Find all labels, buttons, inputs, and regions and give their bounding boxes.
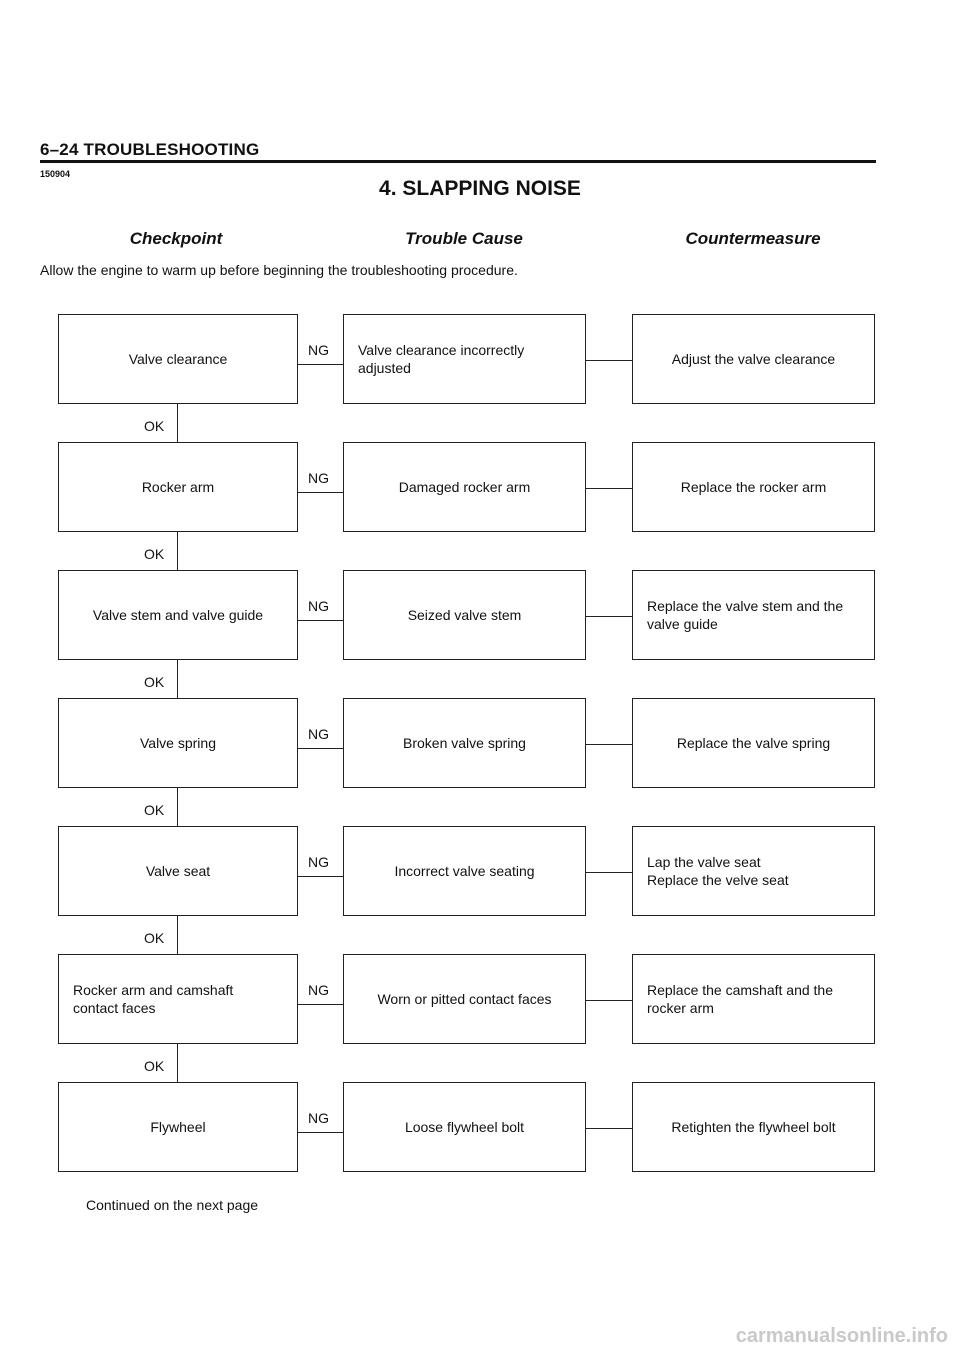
cause-box-label: Damaged rocker arm	[398, 479, 531, 495]
countermeasure-connector	[586, 360, 632, 361]
page-title: 4. SLAPPING NOISE	[379, 177, 581, 200]
checkpoint-box	[58, 954, 298, 1044]
ng-label: NG	[308, 726, 329, 742]
ok-connector	[177, 916, 178, 954]
cause-box-label: Incorrect valve seating	[394, 863, 535, 879]
ok-label: OK	[144, 418, 165, 434]
section-title: 6–24 TROUBLESHOOTING	[40, 140, 260, 159]
cause-box	[343, 954, 586, 1044]
ng-connector	[298, 492, 343, 493]
ng-label: NG	[308, 982, 329, 998]
cause-box	[343, 1082, 586, 1172]
countermeasure-connector	[586, 616, 632, 617]
intro-note: Allow the engine to warm up before beginning the troubleshooting procedure.	[40, 262, 518, 278]
ng-connector	[298, 620, 343, 621]
ok-label: OK	[144, 802, 165, 818]
countermeasure-box-label: Replace the rocker arm	[680, 479, 827, 495]
countermeasure-connector	[586, 1128, 632, 1129]
countermeasure-box	[632, 826, 875, 916]
ok-connector	[177, 404, 178, 442]
checkpoint-box	[58, 442, 298, 532]
countermeasure-box-label: Replace the camshaft and the rocker arm	[647, 982, 834, 1016]
countermeasure-box-label: Replace the valve stem and the valve guide	[647, 598, 844, 632]
checkpoint-box	[58, 314, 298, 404]
countermeasure-box-label: Replace the valve spring	[676, 735, 831, 751]
cause-box	[343, 698, 586, 788]
ok-connector	[177, 1044, 178, 1082]
cause-box	[343, 442, 586, 532]
countermeasure-connector	[586, 872, 632, 873]
ok-connector	[177, 660, 178, 698]
ng-connector	[298, 1132, 343, 1133]
continued-note: Continued on the next page	[86, 1197, 259, 1213]
ok-label: OK	[144, 674, 165, 690]
cause-box	[343, 826, 586, 916]
ng-label: NG	[308, 1110, 329, 1126]
cause-box	[343, 314, 586, 404]
checkpoint-box-label: Valve stem and valve guide	[92, 607, 264, 623]
checkpoint-box-label: Rocker arm	[141, 479, 215, 495]
ng-connector	[298, 876, 343, 877]
checkpoint-box-label: Flywheel	[150, 1119, 206, 1135]
checkpoint-box-label: Valve seat	[145, 863, 211, 879]
column-header-countermeasure: Countermeasure	[685, 229, 821, 248]
countermeasure-box-label: Lap the valve seat Replace the velve seat	[647, 854, 789, 888]
ng-label: NG	[308, 598, 329, 614]
ok-label: OK	[144, 546, 165, 562]
ng-label: NG	[308, 342, 329, 358]
checkpoint-box-label: Valve spring	[139, 735, 216, 751]
checkpoint-box	[58, 1082, 298, 1172]
checkpoint-box	[58, 698, 298, 788]
document-code: 150904	[40, 169, 71, 179]
cause-box	[343, 570, 586, 660]
countermeasure-connector	[586, 488, 632, 489]
watermark: carmanualsonline.info	[735, 1325, 948, 1347]
countermeasure-connector	[586, 1000, 632, 1001]
ng-connector	[298, 364, 343, 365]
cause-box-label: Broken valve spring	[403, 735, 526, 751]
column-header-trouble-cause: Trouble Cause	[405, 229, 523, 248]
ng-label: NG	[308, 470, 329, 486]
countermeasure-box	[632, 698, 875, 788]
checkpoint-box	[58, 570, 298, 660]
countermeasure-box	[632, 954, 875, 1044]
countermeasure-box-label: Retighten the flywheel bolt	[671, 1119, 836, 1135]
ok-label: OK	[144, 930, 165, 946]
ok-label: OK	[144, 1058, 165, 1074]
countermeasure-connector	[586, 744, 632, 745]
checkpoint-box	[58, 826, 298, 916]
cause-box-label: Seized valve stem	[407, 607, 522, 623]
ng-connector	[298, 748, 343, 749]
countermeasure-box	[632, 314, 875, 404]
ng-label: NG	[308, 854, 329, 870]
countermeasure-box-label: Adjust the valve clearance	[671, 351, 836, 367]
header-rule	[40, 160, 876, 163]
ok-connector	[177, 788, 178, 826]
countermeasure-box	[632, 570, 875, 660]
column-header-checkpoint: Checkpoint	[129, 229, 223, 248]
checkpoint-box-label: Rocker arm and camshaft contact faces	[73, 982, 234, 1016]
checkpoint-box-label: Valve clearance	[128, 351, 228, 367]
countermeasure-box	[632, 442, 875, 532]
cause-box-label: Loose flywheel bolt	[404, 1119, 525, 1135]
cause-box-label: Worn or pitted contact faces	[377, 991, 552, 1007]
ok-connector	[177, 532, 178, 570]
ng-connector	[298, 1004, 343, 1005]
cause-box-label: Valve clearance incorrectly adjusted	[358, 342, 525, 376]
countermeasure-box	[632, 1082, 875, 1172]
